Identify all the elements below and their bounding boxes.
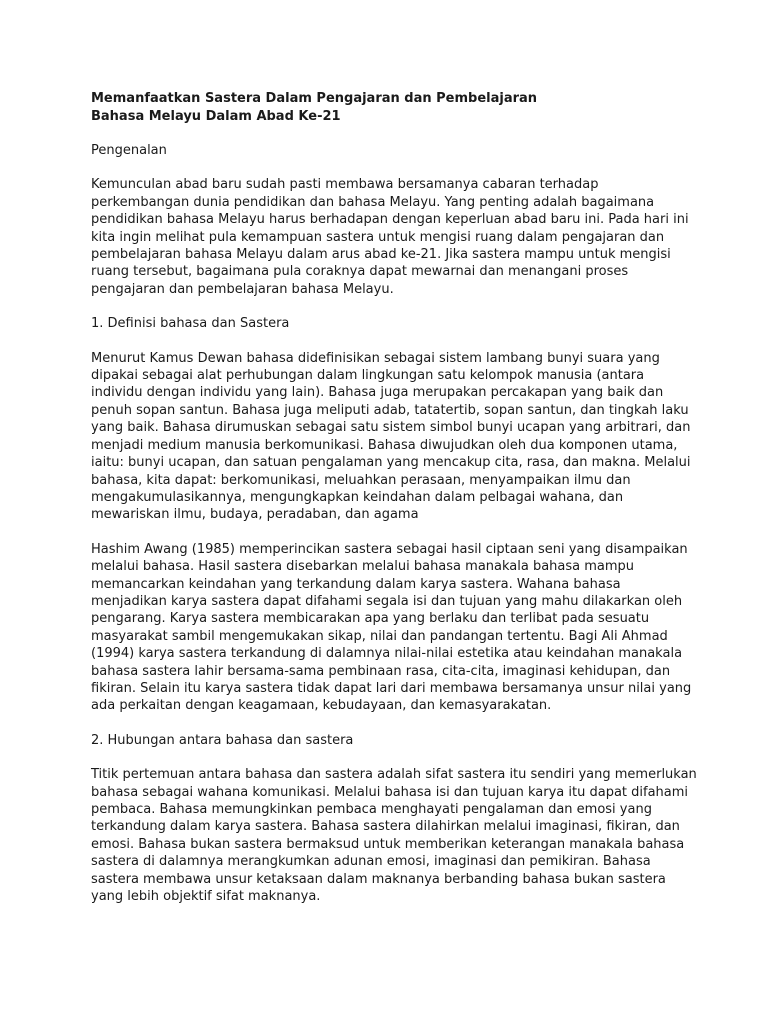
text-line: Hashim Awang (1985) memperincikan sastera sebagai hasil ciptaan seni yang disampaikan [91, 541, 688, 557]
text-line: penuh sopan santun. Bahasa juga meliputi adab, tatatertib, sopan santun, dan tingkah laku [91, 402, 689, 418]
text-line: pembelajaran bahasa Melayu dalam arus abad ke-21. Jika sastera mampu untuk mengisi [91, 247, 671, 263]
document-title [91, 90, 691, 125]
intro-heading: Pengenalan [91, 143, 167, 158]
section1-paragraph-2 [91, 541, 691, 715]
text-line: terkandung dalam karya sastera. Bahasa sastera dilahirkan melalui imaginasi, fikiran, dan [91, 819, 680, 835]
text-line: mewariskan ilmu, budaya, peradaban, dan agama [91, 507, 419, 523]
text-line: pendidikan bahasa Melayu harus berhadapan dengan keperluan abad baru ini. Pada hari ini [91, 212, 689, 228]
text-line: pembaca. Bahasa memungkinkan pembaca menghayati pengalaman dan emosi yang [91, 802, 652, 817]
text-line: bahasa sastera lahir bersama-sama pembinaan rasa, cita-cita, imaginasi kehidupan, dan [91, 663, 671, 679]
text-line: emosi. Bahasa bukan sastera bermaksud untuk memberikan keterangan manakala bahasa [91, 836, 685, 852]
text-line: (1994) karya sastera terkandung di dalamnya nilai-nilai estetika atau keindahan manakala [91, 646, 683, 662]
text-line: kita ingin melihat pula kemampuan sastera untuk mengisi ruang dalam pengajaran dan [91, 229, 665, 245]
text-line: pengajaran dan pembelajaran bahasa Melayu. [91, 281, 394, 297]
text-line: individu dengan individu yang lain). Bahasa juga merupakan percakapan yang baik dan [91, 385, 664, 401]
title-line: Bahasa Melayu Dalam Abad Ke-21 [91, 108, 341, 124]
text-line: yang baik. Bahasa dirumuskan sebagai satu sistem simbol bunyi ucapan yang arbitrari, dan [91, 420, 691, 436]
document-page [91, 90, 697, 905]
text-line: fikiran. Selain itu karya sastera tidak dapat lari dari membawa bersamanya unsur nilai yang [91, 680, 692, 696]
text-line: pengarang. Karya sastera membicarakan apa yang berlaku dan terlibat pada sesuatu [91, 611, 650, 627]
text-line: ada perkaitan dengan keagamaan, kebudayaan, dan kemasyarakatan. [91, 698, 552, 714]
section2-paragraph-1 [91, 766, 697, 905]
text-line: melalui bahasa. Hasil sastera disebarkan melalui bahasa manakala bahasa mampu [91, 559, 635, 575]
section2-heading: 2. Hubungan antara bahasa dan sastera [91, 732, 354, 748]
text-line: bahasa, kita dapat: berkomunikasi, meluahkan perasaan, menyampaikan ilmu dan [91, 472, 631, 488]
text-line: sastera di dalamnya merangkumkan adunan emosi, imaginasi dan pemikiran. Bahasa [91, 854, 651, 870]
section1-heading: 1. Definisi bahasa dan Sastera [91, 316, 290, 332]
text-line: menjadikan karya sastera dapat difahami segala isi dan tujuan yang mahu dilakarkan oleh [91, 593, 683, 609]
text-line: Menurut Kamus Dewan bahasa didefinisikan sebagai sistem lambang bunyi suara yang [91, 350, 660, 366]
text-line: menjadi medium manusia berkomunikasi. Bahasa diwujudkan oleh dua komponen utama, [91, 437, 678, 453]
text-line: sastera membawa unsur ketaksaan dalam maknanya berbanding bahasa bukan sastera [91, 871, 666, 887]
intro-paragraph [91, 176, 691, 298]
text-line: mengakumulasikannya, mengungkapkan keindahan dalam pelbagai wahana, dan [91, 489, 624, 505]
text-line: Kemunculan abad baru sudah pasti membawa bersamanya cabaran terhadap [91, 177, 599, 193]
text-line: memancarkan keindahan yang terkandung dalam karya sastera. Wahana bahasa [91, 576, 621, 592]
text-line: ruang tersebut, bagaimana pula coraknya dapat mewarnai dan menangani proses [91, 264, 629, 280]
section1-paragraph-1 [91, 350, 691, 524]
text-line: yang lebih objektif sifat maknanya. [91, 889, 321, 905]
text-line: masyarakat sambil mengemukakan sikap, nilai dan pandangan tertentu. Bagi Ali Ahmad [91, 628, 668, 644]
text-line: perkembangan dunia pendidikan dan bahasa Melayu. Yang penting adalah bagaimana [91, 194, 655, 210]
title-line: Memanfaatkan Sastera Dalam Pengajaran dan Pembelajaran [91, 91, 538, 106]
text-line: iaitu: bunyi ucapan, dan satuan pengalaman yang mencakup cita, rasa, dan makna. Melalui [91, 455, 691, 471]
text-line: Titik pertemuan antara bahasa dan sastera adalah sifat sastera itu sendiri yang memerlukan [91, 767, 697, 783]
text-line: dipakai sebagai alat perhubungan dalam lingkungan satu kelompok manusia (antara [91, 368, 645, 384]
text-line: bahasa sebagai wahana komunikasi. Melalui bahasa isi dan tujuan karya itu dapat difahami [91, 784, 689, 800]
